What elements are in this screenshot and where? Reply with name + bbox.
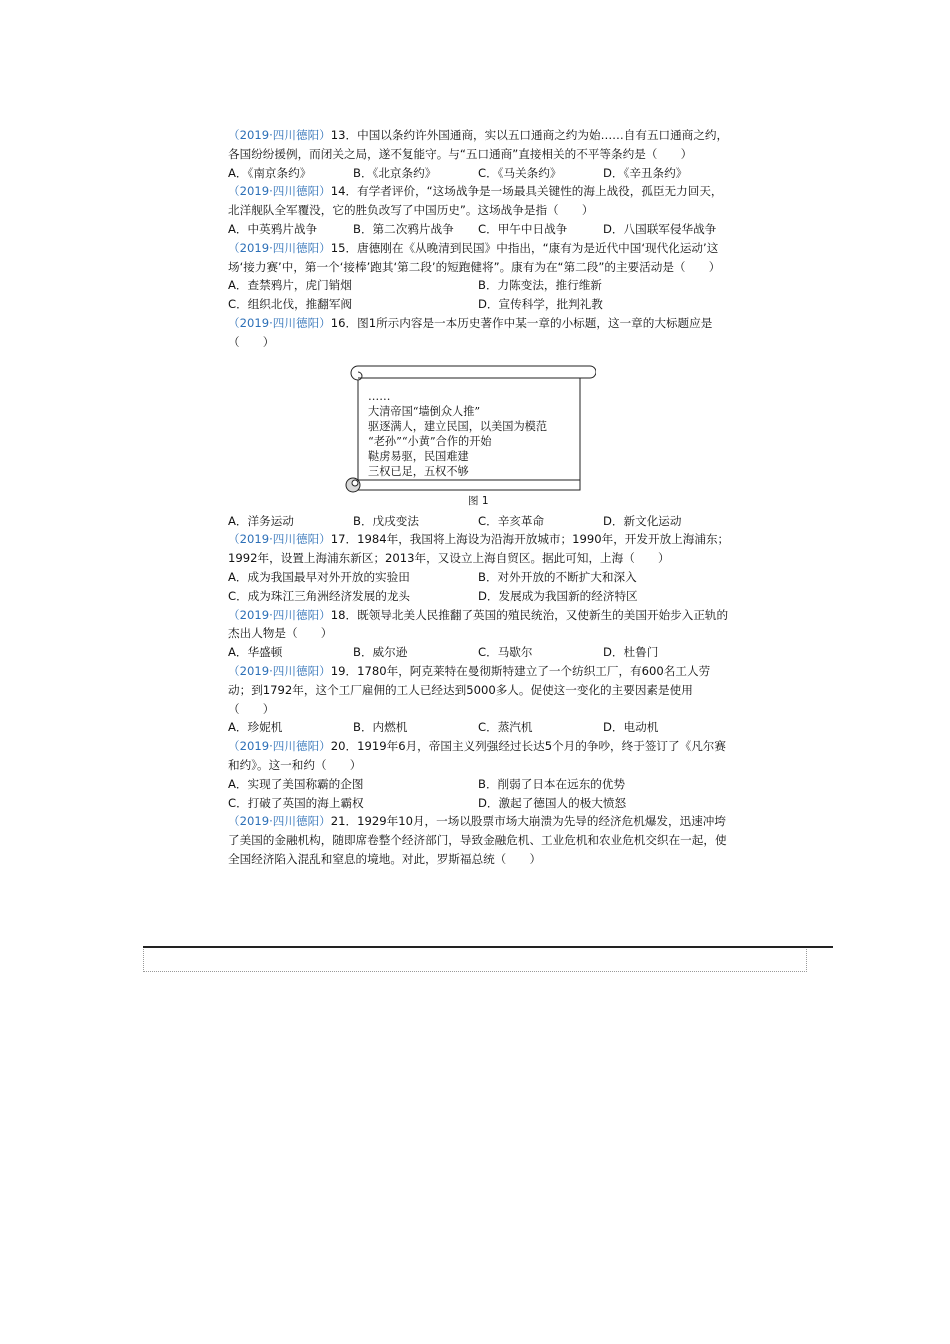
question-stem: 19．1780年，阿克莱特在曼彻斯特建立了一个纺织工厂，有600名工人劳动；到1792年，这个工厂雇佣的工人已经达到5000多人。促使这一变化的主要因素是使用（ ） [228, 663, 711, 716]
question-stem: 18．既领导北美人民推翻了英国的殖民统治，又使新生的美国开始步入正轨的杰出人物是（ ） [228, 607, 729, 641]
option-c: C．成为珠江三角洲经济发展的龙头 [228, 588, 411, 603]
option-c: C．《马关条约》 [478, 165, 562, 180]
figure-text [368, 389, 547, 479]
options-20-row1 [228, 775, 730, 794]
option-b: B．第二次鸦片战争 [353, 221, 454, 236]
option-a: A．华盛顿 [228, 645, 283, 660]
options-17-row1 [228, 568, 730, 587]
question-14 [228, 182, 730, 220]
question-source: （2019·四川德阳） [228, 240, 331, 255]
options-16 [228, 512, 730, 531]
question-stem: 17．1984年，我国将上海设为沿海开放城市；1990年，开发开放上海浦东；1992年，设置上海浦东新区；2013年，又设立上海自贸区。据此可知，上海（ ） [228, 532, 730, 566]
option-b: B．内燃机 [353, 720, 408, 735]
options-18 [228, 643, 730, 662]
option-a: A．洋务运动 [228, 513, 294, 528]
figure-line: 鞑虏易驱，民国难建 [368, 449, 469, 463]
figure-line: 驱逐满人，建立民国，以美国为模范 [368, 419, 548, 433]
option-d: D．发展成为我国新的经济特区 [478, 588, 638, 603]
option-b: B．力陈变法，推行维新 [478, 278, 602, 293]
option-d: D．八国联军侵华战争 [603, 221, 717, 236]
options-19 [228, 718, 730, 737]
question-19 [228, 662, 730, 718]
question-source: （2019·四川德阳） [228, 663, 331, 678]
option-c: C．蒸汽机 [478, 720, 533, 735]
question-stem: 16．图1所示内容是一本历史著作中某一章的小标题，这一章的大标题应是（ ） [228, 315, 713, 349]
question-stem: 21．1929年10月，一场以股票市场大崩溃为先导的经济危机爆发，迅速冲垮了美国的金融机构，随即席卷整个经济部门，导致金融危机、工业危机和农业危机交织在一起，使全国经济陷入混乱和窒息的境地。对此，罗斯福总统（ ） [228, 814, 727, 866]
question-source: （2019·四川德阳） [228, 532, 331, 547]
option-d: D．新文化运动 [603, 513, 682, 528]
question-source: （2019·四川德阳） [228, 814, 331, 829]
option-d: D．杜鲁门 [603, 645, 659, 660]
question-20 [228, 737, 730, 775]
figure-line: 三权已足，五权不够 [368, 464, 469, 478]
question-17 [228, 530, 730, 568]
option-c: C．辛亥革命 [478, 513, 545, 528]
page-divider [143, 946, 833, 948]
question-18 [228, 606, 730, 644]
options-15-row1 [228, 276, 730, 295]
option-c: C．组织北伐，推翻军阀 [228, 297, 353, 312]
question-source: （2019·四川德阳） [228, 315, 331, 330]
option-d: D．《辛丑条约》 [603, 165, 688, 180]
options-13 [228, 164, 730, 183]
figure-line: 大清帝国“墙倒众人推” [368, 404, 481, 418]
option-d: D．激起了德国人的极大愤怒 [478, 795, 627, 810]
option-a: A．中英鸦片战争 [228, 221, 318, 236]
question-21 [228, 812, 730, 868]
question-13 [228, 126, 730, 164]
option-c: C．马歇尔 [478, 645, 533, 660]
question-source: （2019·四川德阳） [228, 607, 331, 622]
figure-line: …… [368, 389, 391, 403]
question-document [228, 126, 730, 869]
option-d: D．宣传科学，批判礼教 [478, 297, 603, 312]
question-stem: 14．有学者评价，“这场战争是一场最具关键性的海上战役，孤臣无力回天，北洋舰队全军覆没，它的胜负改写了中国历史”。这场战争是指（ ） [228, 184, 723, 218]
options-17-row2 [228, 587, 730, 606]
figure-line: “老孙”“小黄”合作的开始 [368, 434, 492, 448]
option-c: C．甲午中日战争 [478, 221, 568, 236]
options-15-row2 [228, 295, 730, 314]
question-16 [228, 314, 730, 352]
question-stem: 15．唐德刚在《从晚清到民国》中指出，“康有为是近代中国‘现代化运动’这场‘接力赛’中，第一个‘接棒’跑其‘第二段’的短跑健将”。康有为在“第二段”的主要活动是（ ） [228, 240, 721, 274]
question-source: （2019·四川德阳） [228, 739, 331, 754]
figure-caption: 图 1 [468, 494, 489, 507]
option-d: D．电动机 [603, 720, 659, 735]
option-b: B．威尔逊 [353, 645, 408, 660]
option-a: A．查禁鸦片，虎门销烟 [228, 278, 352, 293]
option-c: C．打破了英国的海上霸权 [228, 795, 364, 810]
question-stem: 13．中国以条约许外国通商，实以五口通商之约为始……自有五口通商之约，各国纷纷援例，而闭关之局，遂不复能守。与“五口通商”直接相关的不平等条约是（ ） [228, 128, 729, 161]
option-a: A．实现了美国称霸的企图 [228, 776, 364, 791]
page-footer-frame [143, 949, 807, 972]
question-source: （2019·四川德阳） [228, 128, 331, 142]
option-b: B．《北京条约》 [353, 165, 437, 180]
option-a: A．《南京条约》 [228, 165, 312, 180]
question-15 [228, 239, 730, 277]
option-b: B．对外开放的不断扩大和深入 [478, 569, 637, 584]
option-b: B．戊戌变法 [353, 513, 419, 528]
question-stem: 20．1919年6月，帝国主义列强经过长达5个月的争吵，终于签订了《凡尔赛和约》。这一和约（ ） [228, 739, 726, 772]
option-b: B．削弱了日本在远东的优势 [478, 776, 626, 791]
question-source: （2019·四川德阳） [228, 184, 331, 199]
option-a: A．珍妮机 [228, 720, 283, 735]
options-14 [228, 220, 730, 239]
option-a: A．成为我国最早对外开放的实验田 [228, 569, 410, 584]
figure-1 [228, 352, 730, 512]
options-20-row2 [228, 794, 730, 813]
